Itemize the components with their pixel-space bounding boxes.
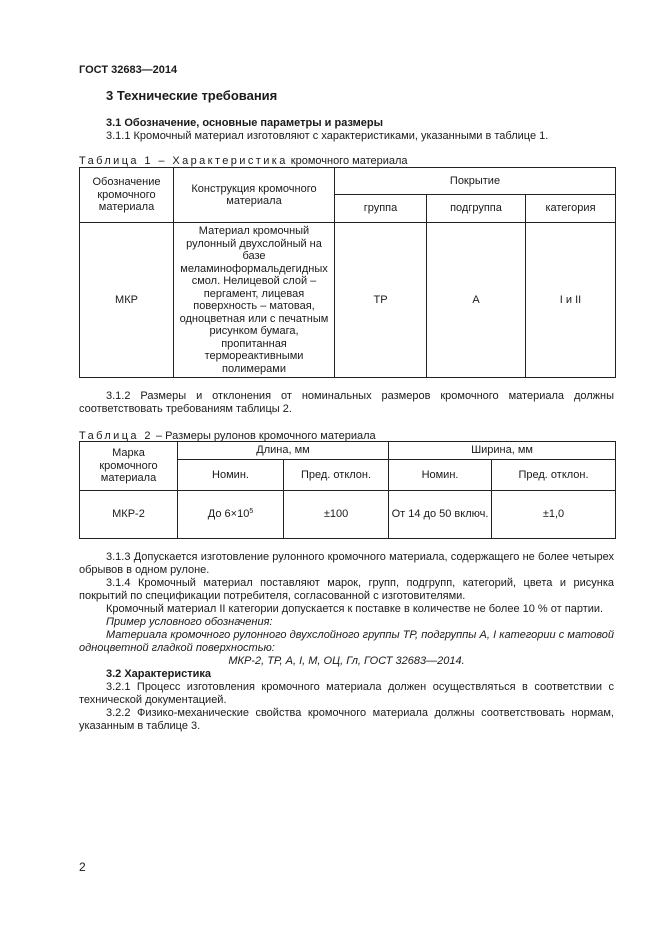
page-number: 2: [79, 860, 86, 874]
t2-cell-length-deviation: ±100: [284, 491, 389, 539]
document-header: ГОСТ 32683—2014: [79, 64, 178, 76]
example-text: Материала кромочного рулонного двухслойного группы ТР, подгруппы А, I категории с матовой одноцветной гладкой поверхностью:: [79, 629, 614, 654]
t2-length-nominal-exponent: 5: [249, 508, 254, 516]
section-title: 3 Технические требования: [106, 88, 278, 103]
t1-header-group: группа: [335, 195, 427, 223]
paragraph-3-1-1: 3.1.1 Кромочный материал изготовляют с характеристиками, указанными в таблице 1.: [106, 130, 549, 142]
table-1: [79, 167, 616, 378]
t2-header-length-nominal: Номин.: [178, 460, 284, 491]
t1-header-construction: Конструкция кромочного материала: [174, 168, 335, 223]
paragraph-3-2-1: 3.2.1 Процесс изготовления кромочного материала должен осуществляться в соответствии с технической документацией.: [79, 681, 614, 706]
t2-header-length-deviation: Пред. отклон.: [284, 460, 389, 491]
paragraph-category-2: Кромочный материал II категории допускается к поставке в количестве не более 10 % от партии.: [106, 603, 604, 615]
t1-header-subgroup: подгруппа: [427, 195, 526, 223]
t2-length-nominal-base: До 6×10: [207, 508, 250, 521]
t1-header-coating: Покрытие: [335, 168, 616, 195]
example-code: МКР-2, ТР, А, I, М, ОЦ, Гл, ГОСТ 32683—2014.: [228, 655, 465, 667]
paragraph-3-1-4: 3.1.4 Кромочный материал поставляют марок, групп, подгрупп, категорий, цвета и рисунка покрытий по спецификации потребителя, согласованной с изготовителями.: [79, 577, 614, 602]
table1-caption-rest: кромочного материала: [287, 155, 408, 167]
t2-header-width-nominal: Номин.: [389, 460, 492, 491]
t2-cell-brand: МКР-2: [80, 491, 178, 539]
t1-cell-group: ТР: [335, 223, 427, 378]
t2-cell-width-deviation: ±1,0: [492, 491, 616, 539]
paragraph-3-1-2: 3.1.2 Размеры и отклонения от номинальных размеров кромочного материала должны соответствовать требованиям таблицы 2.: [79, 390, 614, 415]
t1-cell-designation: МКР: [80, 223, 174, 378]
paragraph-3-2-2: 3.2.2 Физико-механические свойства кромочного материала должны соответствовать нормам, указанным в таблице 3.: [79, 707, 614, 732]
t2-cell-length-nominal: [178, 491, 284, 539]
example-label: Пример условного обозначения:: [106, 616, 273, 628]
t2-header-width: Ширина, мм: [389, 442, 616, 460]
t1-cell-category: I и II: [526, 223, 616, 378]
t1-cell-subgroup: А: [427, 223, 526, 378]
table1-caption-lead: Таблица 1 – Характеристика: [79, 155, 288, 167]
subsection-title-3-1: 3.1 Обозначение, основные параметры и размеры: [106, 117, 384, 129]
table-2: [79, 441, 616, 539]
t1-cell-construction: Материал кромочный рулонный двухслойный на базе меламиноформальдегидных смол. Нелицевой слой – пергамент, лицевая поверхность – матовая, одноцветная или с печатным рисунком бумага, пропитанная термореактивными полимерами: [174, 223, 335, 378]
t2-header-length: Длина, мм: [178, 442, 389, 460]
t1-header-designation: Обозначение кромочного материала: [80, 168, 174, 223]
t2-cell-width-nominal: От 14 до 50 включ.: [389, 491, 492, 539]
t1-header-category: категория: [526, 195, 616, 223]
table2-caption-lead: Таблица 2: [79, 430, 153, 442]
table2-caption-rest: – Размеры рулонов кромочного материала: [152, 430, 376, 442]
t2-header-width-deviation: Пред. отклон.: [492, 460, 616, 491]
paragraph-3-1-3: 3.1.3 Допускается изготовление рулонного кромочного материала, содержащего не более четырех обрывов в одном рулоне.: [79, 551, 614, 576]
t2-header-brand: Марка кромочного материала: [80, 442, 178, 491]
subsection-title-3-2: 3.2 Характеристика: [106, 668, 212, 680]
